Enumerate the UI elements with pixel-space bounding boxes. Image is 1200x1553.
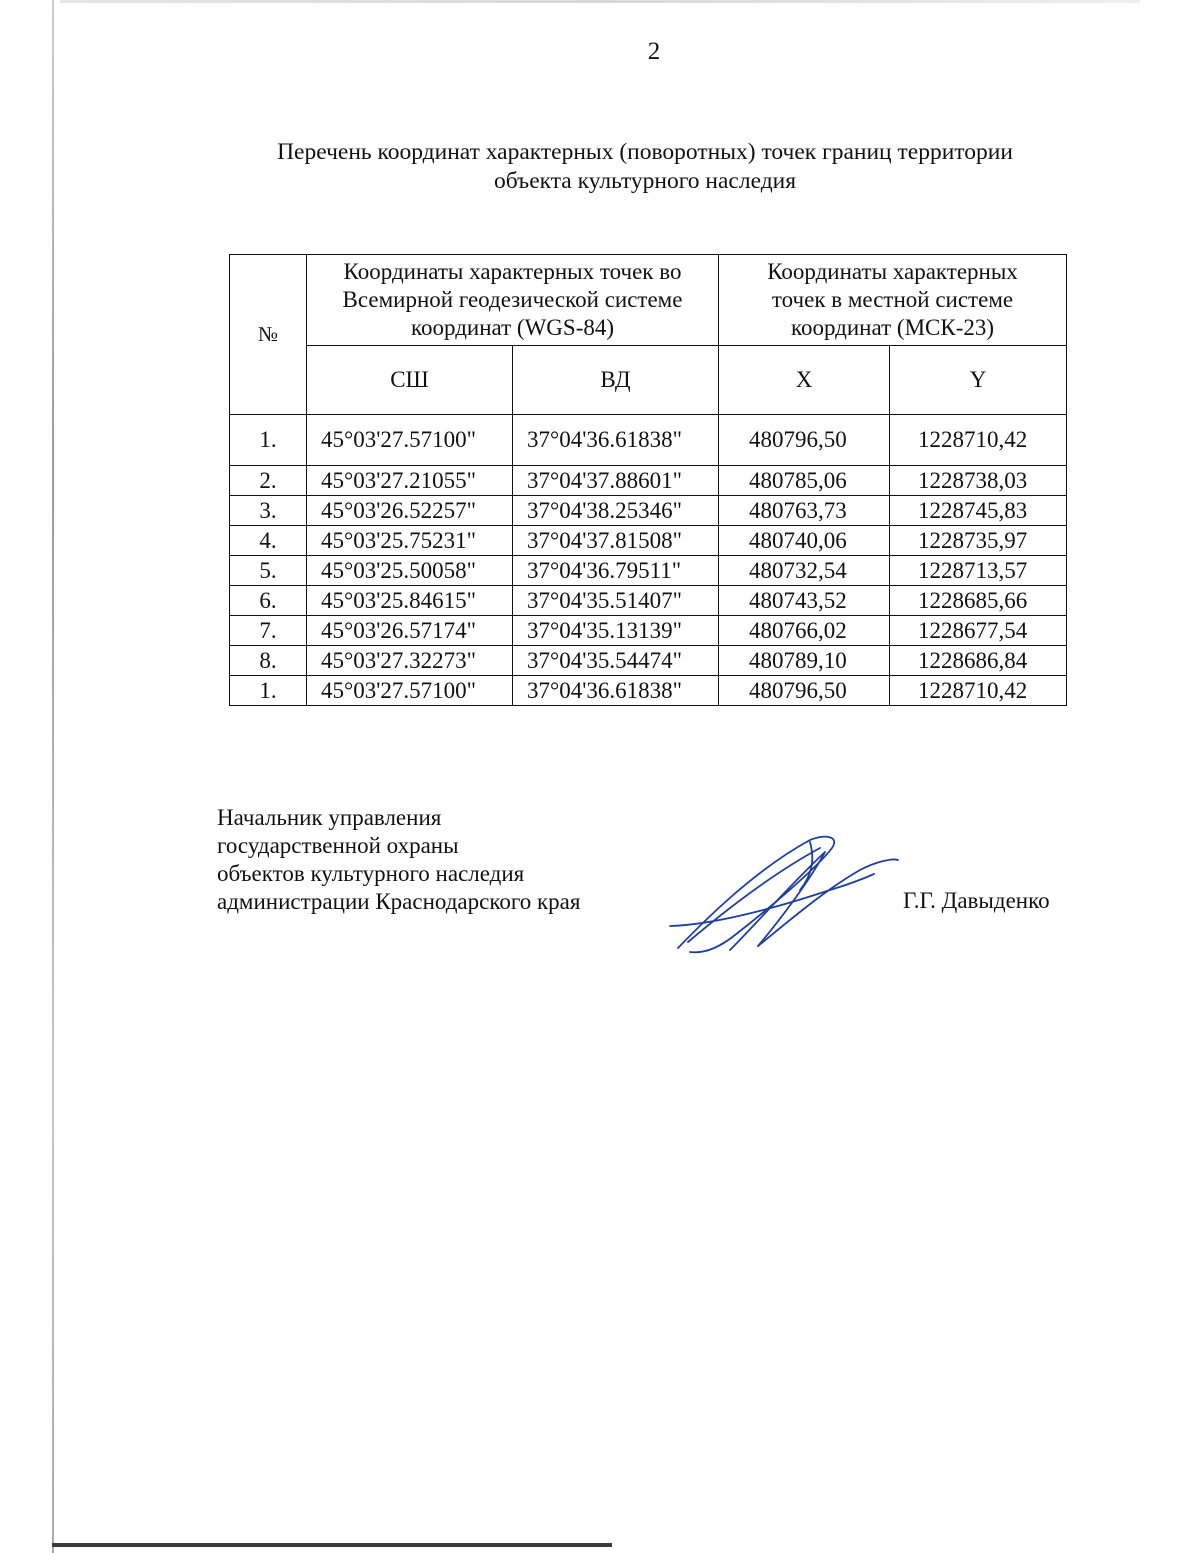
longitude-cell: 37°04'37.81508" — [513, 526, 719, 556]
msk-x-cell: 480743,52 — [719, 586, 890, 616]
header-wgs-group — [307, 255, 719, 346]
msk-x-cell: 480785,06 — [719, 466, 890, 496]
msk-x-cell: 480796,50 — [719, 415, 890, 466]
latitude-cell: 45°03'25.50058" — [307, 556, 513, 586]
table-body — [230, 415, 1067, 706]
signer-position-line-3: объектов культурного наследия — [217, 861, 525, 886]
header-number: № — [230, 255, 307, 415]
header-msk-line-3: координат (МСК-23) — [790, 315, 995, 340]
table-row — [230, 676, 1067, 706]
latitude-cell: 45°03'27.21055" — [307, 466, 513, 496]
point-number-cell: 1. — [230, 676, 307, 706]
point-number-cell: 4. — [230, 526, 307, 556]
signer-position — [217, 804, 580, 916]
point-number-cell: 6. — [230, 586, 307, 616]
point-number-cell: 7. — [230, 616, 307, 646]
header-lat: СШ — [307, 346, 513, 415]
longitude-cell: 37°04'36.79511" — [513, 556, 719, 586]
table-row — [230, 466, 1067, 496]
page-number: 2 — [647, 38, 661, 65]
signer-name: Г.Г. Давыденко — [903, 888, 1050, 913]
document-title-line-2: объекта культурного наследия — [493, 168, 797, 194]
table-row — [230, 556, 1067, 586]
coordinates-table — [229, 254, 1067, 706]
latitude-cell: 45°03'25.84615" — [307, 586, 513, 616]
scan-edge-left — [52, 0, 54, 1553]
point-number-cell: 2. — [230, 466, 307, 496]
msk-x-cell: 480740,06 — [719, 526, 890, 556]
latitude-cell: 45°03'27.57100" — [307, 415, 513, 466]
header-msk-group — [719, 255, 1067, 346]
scan-edge-bottom — [52, 1543, 612, 1547]
table-row — [230, 526, 1067, 556]
header-wgs-line-1: Координаты характерных точек во — [343, 259, 682, 284]
header-msk-line-1: Координаты характерных — [767, 259, 1018, 284]
latitude-cell: 45°03'26.57174" — [307, 616, 513, 646]
msk-x-cell: 480789,10 — [719, 646, 890, 676]
point-number-cell: 5. — [230, 556, 307, 586]
latitude-cell: 45°03'27.57100" — [307, 676, 513, 706]
header-msk-line-2: точек в местной системе — [771, 287, 1014, 312]
scan-edge-top — [60, 0, 1140, 3]
table-row — [230, 586, 1067, 616]
latitude-cell: 45°03'27.32273" — [307, 646, 513, 676]
msk-y-cell: 1228738,03 — [890, 466, 1067, 496]
msk-y-cell: 1228686,84 — [890, 646, 1067, 676]
point-number-cell: 3. — [230, 496, 307, 526]
table-row — [230, 496, 1067, 526]
latitude-cell: 45°03'26.52257" — [307, 496, 513, 526]
msk-y-cell: 1228710,42 — [890, 415, 1067, 466]
msk-y-cell: 1228710,42 — [890, 676, 1067, 706]
header-wgs-line-3: координат (WGS-84) — [410, 315, 615, 340]
document-title — [190, 138, 1100, 196]
table-row — [230, 646, 1067, 676]
handwritten-signature — [660, 830, 900, 960]
point-number-cell: 8. — [230, 646, 307, 676]
header-wgs-line-2: Всемирной геодезической системе — [342, 287, 683, 312]
signer-position-line-1: Начальник управления — [217, 805, 442, 830]
longitude-cell: 37°04'36.61838" — [513, 676, 719, 706]
msk-x-cell: 480763,73 — [719, 496, 890, 526]
msk-y-cell: 1228713,57 — [890, 556, 1067, 586]
msk-x-cell: 480796,50 — [719, 676, 890, 706]
point-number-cell: 1. — [230, 415, 307, 466]
msk-x-cell: 480732,54 — [719, 556, 890, 586]
msk-y-cell: 1228745,83 — [890, 496, 1067, 526]
header-x: X — [719, 346, 890, 415]
latitude-cell: 45°03'25.75231" — [307, 526, 513, 556]
msk-y-cell: 1228677,54 — [890, 616, 1067, 646]
longitude-cell: 37°04'35.51407" — [513, 586, 719, 616]
msk-y-cell: 1228685,66 — [890, 586, 1067, 616]
header-lon: ВД — [513, 346, 719, 415]
table-row — [230, 415, 1067, 466]
longitude-cell: 37°04'35.54474" — [513, 646, 719, 676]
longitude-cell: 37°04'36.61838" — [513, 415, 719, 466]
longitude-cell: 37°04'38.25346" — [513, 496, 719, 526]
header-y: Y — [890, 346, 1067, 415]
msk-x-cell: 480766,02 — [719, 616, 890, 646]
signer-position-line-4: администрации Краснодарского края — [217, 889, 581, 914]
longitude-cell: 37°04'35.13139" — [513, 616, 719, 646]
longitude-cell: 37°04'37.88601" — [513, 466, 719, 496]
signer-position-line-2: государственной охраны — [217, 833, 459, 858]
document-title-line-1: Перечень координат характерных (поворотных) точек границ территории — [277, 139, 1013, 165]
msk-y-cell: 1228735,97 — [890, 526, 1067, 556]
table-row — [230, 616, 1067, 646]
